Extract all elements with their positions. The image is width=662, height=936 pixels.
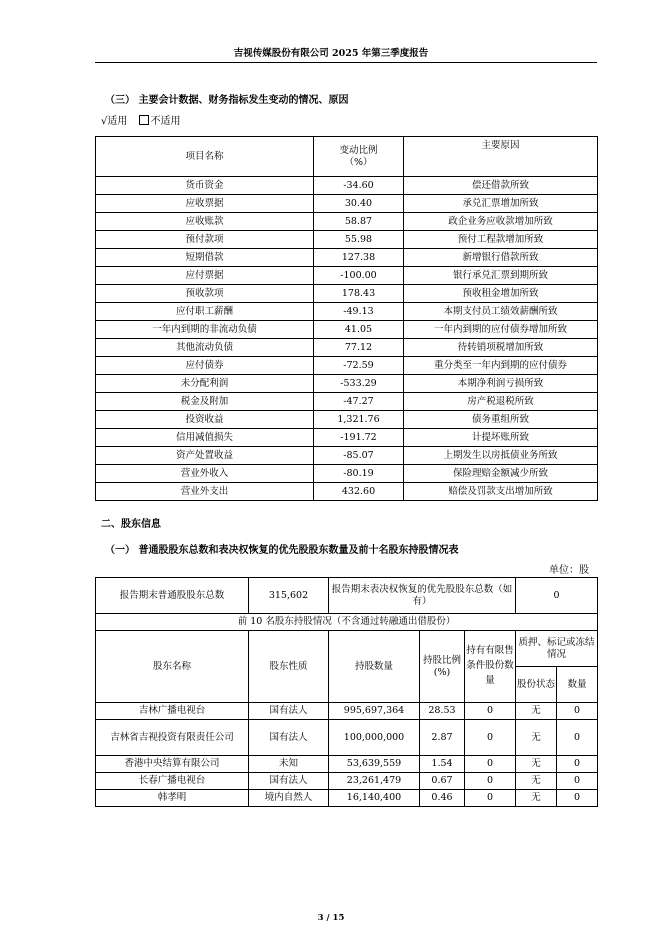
holder-row (96, 703, 598, 720)
holder-nature: 境内自然人 (249, 790, 329, 807)
row-reason: 保险理赔金额减少所致 (404, 465, 598, 483)
holder-restricted: 0 (465, 703, 516, 720)
check-mark-icon: √ (101, 116, 108, 127)
row-reason: 计提坏账所致 (404, 429, 598, 447)
row-reason: 新增银行借款所致 (404, 249, 598, 267)
row-change-ratio: -80.19 (314, 465, 404, 483)
row-item-name: 货币资金 (96, 177, 314, 195)
row-change-ratio: 127.38 (314, 249, 404, 267)
holder-header-row (96, 631, 598, 667)
holder-name: 香港中央结算有限公司 (96, 756, 249, 773)
holder-restricted: 0 (465, 756, 516, 773)
row-change-ratio: 30.40 (314, 195, 404, 213)
holder-share-pct: 0.46 (420, 790, 465, 807)
row-item-name: 短期借款 (96, 249, 314, 267)
change-table-row (96, 285, 598, 303)
change-table-row (96, 483, 598, 501)
row-reason: 上期发生以房抵债业务所致 (404, 447, 598, 465)
total-holders-value: 315,602 (249, 578, 329, 614)
col-reason: 主要原因 (404, 137, 598, 177)
row-item-name: 税金及附加 (96, 393, 314, 411)
col-holder-nature: 股东性质 (249, 631, 329, 703)
holder-nature: 国有法人 (249, 720, 329, 756)
holder-share-status: 无 (516, 756, 557, 773)
row-change-ratio: -191.72 (314, 429, 404, 447)
holder-share-status: 无 (516, 720, 557, 756)
row-reason: 房产税退税所致 (404, 393, 598, 411)
change-table-row (96, 357, 598, 375)
holder-share-qty: 16,140,400 (329, 790, 420, 807)
top10-title: 前 10 名股东持股情况（不含通过转融通出借股份） (96, 614, 598, 631)
holder-share-pct: 2.87 (420, 720, 465, 756)
row-item-name: 其他流动负债 (96, 339, 314, 357)
holder-share-status: 无 (516, 790, 557, 807)
row-reason: 政企业务应收款增加所致 (404, 213, 598, 231)
row-item-name: 营业外支出 (96, 483, 314, 501)
page-header: 吉视传媒股份有限公司 2025 年第三季度报告 (233, 48, 429, 59)
holder-nature: 未知 (249, 756, 329, 773)
change-table-row (96, 177, 598, 195)
holder-row (96, 773, 598, 790)
col-pledge-freeze: 质押、标记或冻结情况 (516, 631, 598, 667)
header-rule (95, 62, 597, 63)
row-item-name: 应付职工薪酬 (96, 303, 314, 321)
col-share-status: 股份状态 (516, 667, 557, 703)
page-number: 3 / 15 (317, 913, 345, 923)
holder-name: 长春广播电视台 (96, 773, 249, 790)
change-table-row (96, 303, 598, 321)
row-change-ratio: 178.43 (314, 285, 404, 303)
holder-share-status: 无 (516, 773, 557, 790)
change-table-row (96, 375, 598, 393)
pref-holders-label: 报告期末表决权恢复的优先股股东总数（如有） (329, 578, 516, 614)
holder-pledge-amount: 0 (557, 773, 598, 790)
row-change-ratio: -533.29 (314, 375, 404, 393)
holder-share-status: 无 (516, 703, 557, 720)
row-change-ratio: -47.27 (314, 393, 404, 411)
change-table-row (96, 465, 598, 483)
holder-pledge-amount: 0 (557, 790, 598, 807)
row-change-ratio: -72.59 (314, 357, 404, 375)
row-reason: 本期支付员工绩效薪酬所致 (404, 303, 598, 321)
change-table-row (96, 213, 598, 231)
change-table-row (96, 195, 598, 213)
col-share-pct: 持股比例(%) (420, 631, 465, 703)
holder-name: 韩孝明 (96, 790, 249, 807)
shareholder-table (95, 577, 598, 807)
col-change-ratio: 变动比例 （%） (314, 137, 404, 177)
row-change-ratio: -100.00 (314, 267, 404, 285)
row-item-name: 未分配利润 (96, 375, 314, 393)
holder-row (96, 756, 598, 773)
col-share-qty: 持股数量 (329, 631, 420, 703)
change-table-row (96, 231, 598, 249)
row-item-name: 预付款项 (96, 231, 314, 249)
row-change-ratio: 55.98 (314, 231, 404, 249)
holder-name: 吉林省吉视投资有限责任公司 (96, 720, 249, 756)
holder-row (96, 720, 598, 756)
holder-pledge-amount: 0 (557, 720, 598, 756)
holder-share-qty: 23,261,479 (329, 773, 420, 790)
pref-holders-value: 0 (516, 578, 598, 614)
holder-share-qty: 53,639,559 (329, 756, 420, 773)
col-item-name: 项目名称 (96, 137, 314, 177)
row-item-name: 营业外收入 (96, 465, 314, 483)
row-item-name: 应付票据 (96, 267, 314, 285)
row-reason: 赔偿及罚款支出增加所致 (404, 483, 598, 501)
row-item-name: 一年内到期的非流动负债 (96, 321, 314, 339)
row-item-name: 应收账款 (96, 213, 314, 231)
unit-label: 单位：股 (549, 565, 589, 576)
row-change-ratio: -85.07 (314, 447, 404, 465)
applicability (101, 112, 181, 127)
row-change-ratio: -34.60 (314, 177, 404, 195)
totals-row (96, 578, 598, 614)
holder-restricted: 0 (465, 790, 516, 807)
total-holders-label: 报告期末普通股股东总数 (96, 578, 249, 614)
col-restricted-shares: 持有有限售条件股份数量 (465, 631, 516, 703)
holder-pledge-amount: 0 (557, 756, 598, 773)
holder-share-pct: 0.67 (420, 773, 465, 790)
row-item-name: 信用减值损失 (96, 429, 314, 447)
row-reason: 预收租金增加所致 (404, 285, 598, 303)
change-table-row (96, 447, 598, 465)
change-table-row (96, 321, 598, 339)
holder-share-qty: 995,697,364 (329, 703, 420, 720)
row-reason: 本期净利润亏损所致 (404, 375, 598, 393)
row-change-ratio: 1,321.76 (314, 411, 404, 429)
part2-title: 二、股东信息 (101, 519, 161, 530)
holder-restricted: 0 (465, 720, 516, 756)
row-reason: 预付工程款增加所致 (404, 231, 598, 249)
row-reason: 待转销项税增加所致 (404, 339, 598, 357)
holder-nature: 国有法人 (249, 703, 329, 720)
row-reason: 一年内到期的应付债券增加所致 (404, 321, 598, 339)
row-item-name: 投资收益 (96, 411, 314, 429)
row-change-ratio: 432.60 (314, 483, 404, 501)
holder-share-pct: 1.54 (420, 756, 465, 773)
col-holder-name: 股东名称 (96, 631, 249, 703)
holder-row (96, 790, 598, 807)
change-table-row (96, 267, 598, 285)
holder-nature: 国有法人 (249, 773, 329, 790)
row-change-ratio: 58.87 (314, 213, 404, 231)
holder-pledge-amount: 0 (557, 703, 598, 720)
row-item-name: 应收票据 (96, 195, 314, 213)
row-change-ratio: 41.05 (314, 321, 404, 339)
unchecked-box-icon (139, 115, 149, 125)
holder-name: 吉林广播电视台 (96, 703, 249, 720)
applicable-label: 适用 (107, 116, 128, 127)
change-table (95, 136, 598, 501)
row-item-name: 预收款项 (96, 285, 314, 303)
row-reason: 银行承兑汇票到期所致 (404, 267, 598, 285)
row-change-ratio: 77.12 (314, 339, 404, 357)
row-item-name: 应付债券 (96, 357, 314, 375)
row-reason: 承兑汇票增加所致 (404, 195, 598, 213)
section3-title: （三） 主要会计数据、财务指标发生变动的情况、原因 (105, 95, 349, 106)
top10-title-row (96, 614, 598, 631)
row-reason: 偿还借款所致 (404, 177, 598, 195)
holder-restricted: 0 (465, 773, 516, 790)
change-table-row (96, 429, 598, 447)
row-change-ratio: -49.13 (314, 303, 404, 321)
change-table-row (96, 411, 598, 429)
not-applicable-label: 不适用 (150, 116, 181, 127)
row-item-name: 资产处置收益 (96, 447, 314, 465)
change-table-row (96, 249, 598, 267)
change-table-row (96, 393, 598, 411)
change-table-row (96, 339, 598, 357)
part2-subtitle: （一） 普通股股东总数和表决权恢复的优先股股东数量及前十名股东持股情况表 (105, 545, 459, 556)
row-reason: 债务重组所致 (404, 411, 598, 429)
row-reason: 重分类至一年内到期的应付债券 (404, 357, 598, 375)
holder-share-qty: 100,000,000 (329, 720, 420, 756)
change-table-header (96, 137, 598, 177)
col-pledge-amount: 数量 (557, 667, 598, 703)
holder-share-pct: 28.53 (420, 703, 465, 720)
